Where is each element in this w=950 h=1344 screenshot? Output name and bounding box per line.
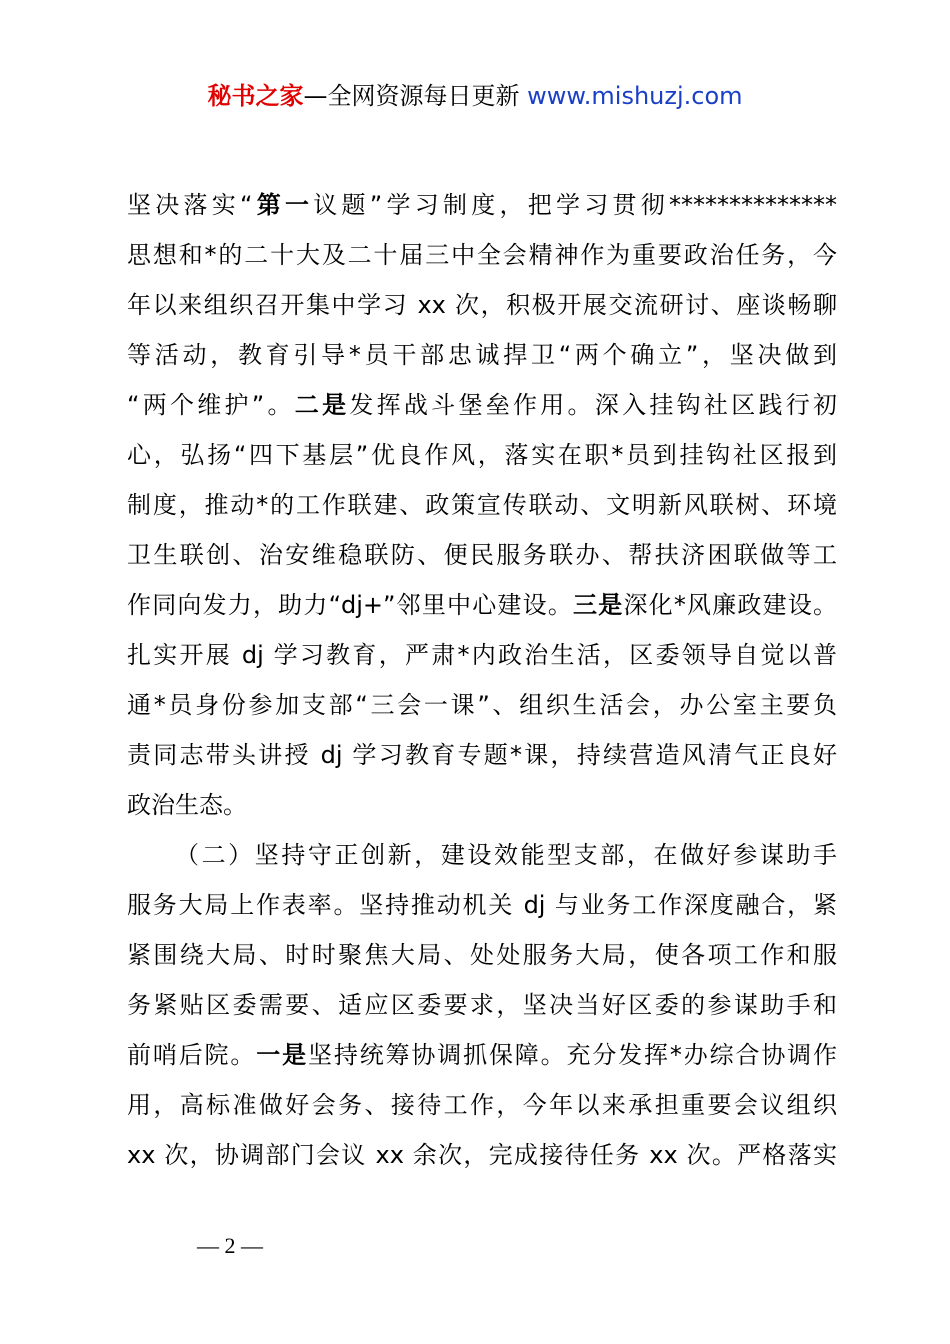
brand-name: 秘书之家 — [207, 82, 304, 110]
text-line: 紧围绕大局、时时聚焦大局、处处服务大局，使各项工作和服 — [127, 941, 837, 969]
text-line: 心，弘扬“四下基层”优良作风，落实在职*员到挂钩社区报到 — [127, 441, 837, 469]
text-line: 制度，推动*的工作联建、政策宣传联动、文明新风联树、环境 — [127, 491, 837, 519]
page-number: — 2 — — [197, 1233, 263, 1258]
text-line: 坚决落实“第一议题”学习制度，把学习贯彻************** — [127, 191, 838, 219]
text-line: 年以来组织召开集中学习 xx 次，积极开展交流研讨、座谈畅聊 — [127, 291, 837, 319]
header-tagline: —全网资源每日更新 — [303, 82, 528, 110]
text-line: 作同向发力，助力“dj+”邻里中心建设。三是深化*风廉政建设。 — [127, 591, 838, 619]
text-line: 思想和*的二十大及二十届三中全会精神作为重要政治任务，今 — [127, 241, 837, 269]
document-body — [127, 180, 837, 1180]
text-line: 责同志带头讲授 dj 学习教育专题*课，持续营造风清气正良好 — [127, 741, 837, 769]
text-line: 前哨后院。一是坚持统筹协调抓保障。充分发挥*办综合协调作 — [127, 1041, 838, 1069]
text-line: 务紧贴区委需要、适应区委要求，坚决当好区委的参谋助手和 — [127, 991, 837, 1019]
text-line: 服务大局上作表率。坚持推动机关 dj 与业务工作深度融合，紧 — [127, 891, 837, 919]
emphasis-text: 第一 — [252, 191, 314, 219]
text-line: 政治生态。 — [127, 791, 247, 819]
emphasis-text: 一是 — [256, 1041, 308, 1069]
text-line: 卫生联创、治安维稳联防、便民服务联办、帮扶济困联做等工 — [127, 541, 837, 569]
site-header — [0, 80, 950, 112]
text-line: 用，高标准做好会务、接待工作，今年以来承担重要会议组织 — [127, 1091, 837, 1119]
text-line: “两个维护”。二是发挥战斗堡垒作用。深入挂钩社区践行初 — [127, 391, 838, 419]
text-line: xx 次，协调部门会议 xx 余次，完成接待任务 xx 次。严格落实 — [127, 1141, 837, 1169]
text-line: 扎实开展 dj 学习教育，严肃*内政治生活，区委领导自觉以普 — [127, 641, 837, 669]
section-heading-line: （二）坚持守正创新，建设效能型支部，在做好参谋助手 — [175, 841, 837, 869]
emphasis-text: 三是 — [573, 591, 624, 619]
site-url[interactable]: www.mishuzj.com — [527, 82, 743, 110]
text-line: 等活动，教育引导*员干部忠诚捍卫“两个确立”，坚决做到 — [127, 341, 837, 369]
emphasis-text: 二是 — [294, 391, 350, 419]
text-line: 通*员身份参加支部“三会一课”、组织生活会，办公室主要负 — [127, 691, 837, 719]
